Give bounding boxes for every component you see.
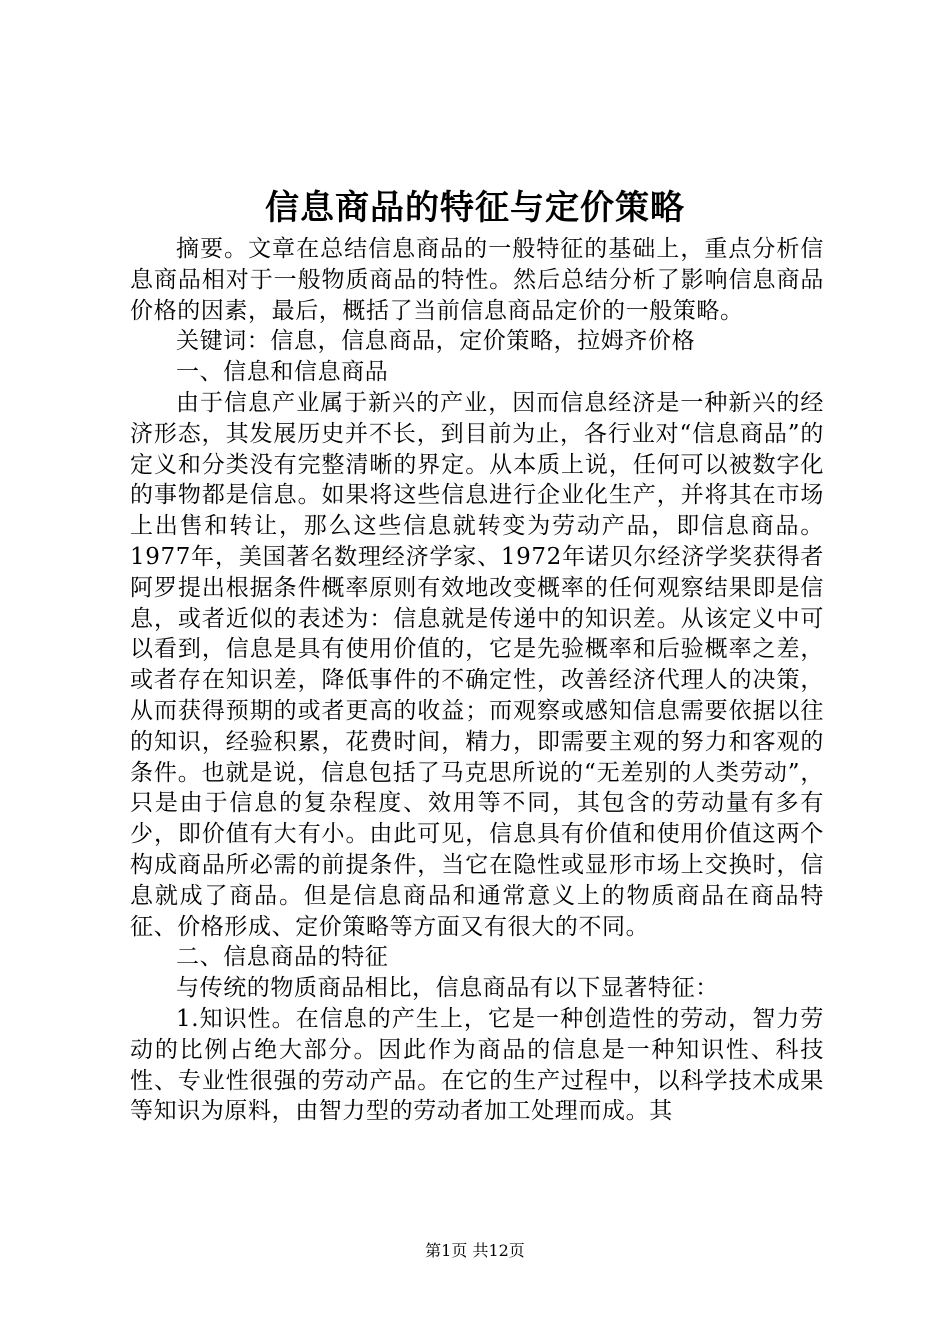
keywords-paragraph: 关键词：信息，信息商品，定价策略，拉姆齐价格 xyxy=(176,328,696,355)
document-title: 信息商品的特征与定价策略 xyxy=(265,188,685,228)
body-paragraph: 与传统的物质商品相比，信息商品有以下显著特征： xyxy=(176,975,719,1002)
body-paragraph: 1.知识性。在信息的产生上，它是一种创造性的劳动，智力劳动的比例占绝大部分。因此作为商品的信息是一种知识性、科技性、专业性很强的劳动产品。在它的生产过程中，以科学技术成果等知识为原料，由智力型的劳动者加工处理而成。其 xyxy=(130,1005,824,1125)
abstract-paragraph: 摘要。文章在总结信息商品的一般特征的基础上，重点分析信息商品相对于一般物质商品的特性。然后总结分析了影响信息商品价格的因素，最后，概括了当前信息商品定价的一般策略。 xyxy=(130,236,824,324)
body-paragraph: 由于信息产业属于新兴的产业，因而信息经济是一种新兴的经济形态，其发展历史并不长，到目前为止，各行业对“信息商品”的定义和分类没有完整清晰的界定。从本质上说，任何可以被数字化的事物都是信息。如果将这些信息进行企业化生产，并将其在市场上出售和转让，那么这些信息就转变为劳动产品，即信息商品。1977年，美国著名数理经济学家、1972年诺贝尔经济学奖获得者阿罗提出根据条件概率原则有效地改变概率的任何观察结果即是信息，或者近似的表述为：信息就是传递中的知识差。从该定义中可以看到，信息是具有使用价值的，它是先验概率和后验概率之差，或者存在知识差，降低事件的不确定性，改善经济代理人的决策，从而获得预期的或者更高的收益；而观察或感知信息需要依据以往的知识，经验积累，花费时间，精力，即需要主观的努力和客观的条件。也就是说，信息包括了马克思所说的“无差别的人类劳动”，只是由于信息的复杂程度、效用等不同，其包含的劳动量有多有少，即价值有大有小。由此可见，信息具有价值和使用价值这两个构成商品所必需的前提条件，当它在隐性或显形市场上交换时，信息就成了商品。但是信息商品和通常意义上的物质商品在商品特征、价格形成、定价策略等方面又有很大的不同。 xyxy=(130,389,824,940)
document-body xyxy=(130,234,824,1127)
section-heading-2: 二、信息商品的特征 xyxy=(176,944,389,971)
section-heading-1: 一、信息和信息商品 xyxy=(176,359,389,386)
page-footer: 第1页 共12页 xyxy=(425,1241,525,1260)
